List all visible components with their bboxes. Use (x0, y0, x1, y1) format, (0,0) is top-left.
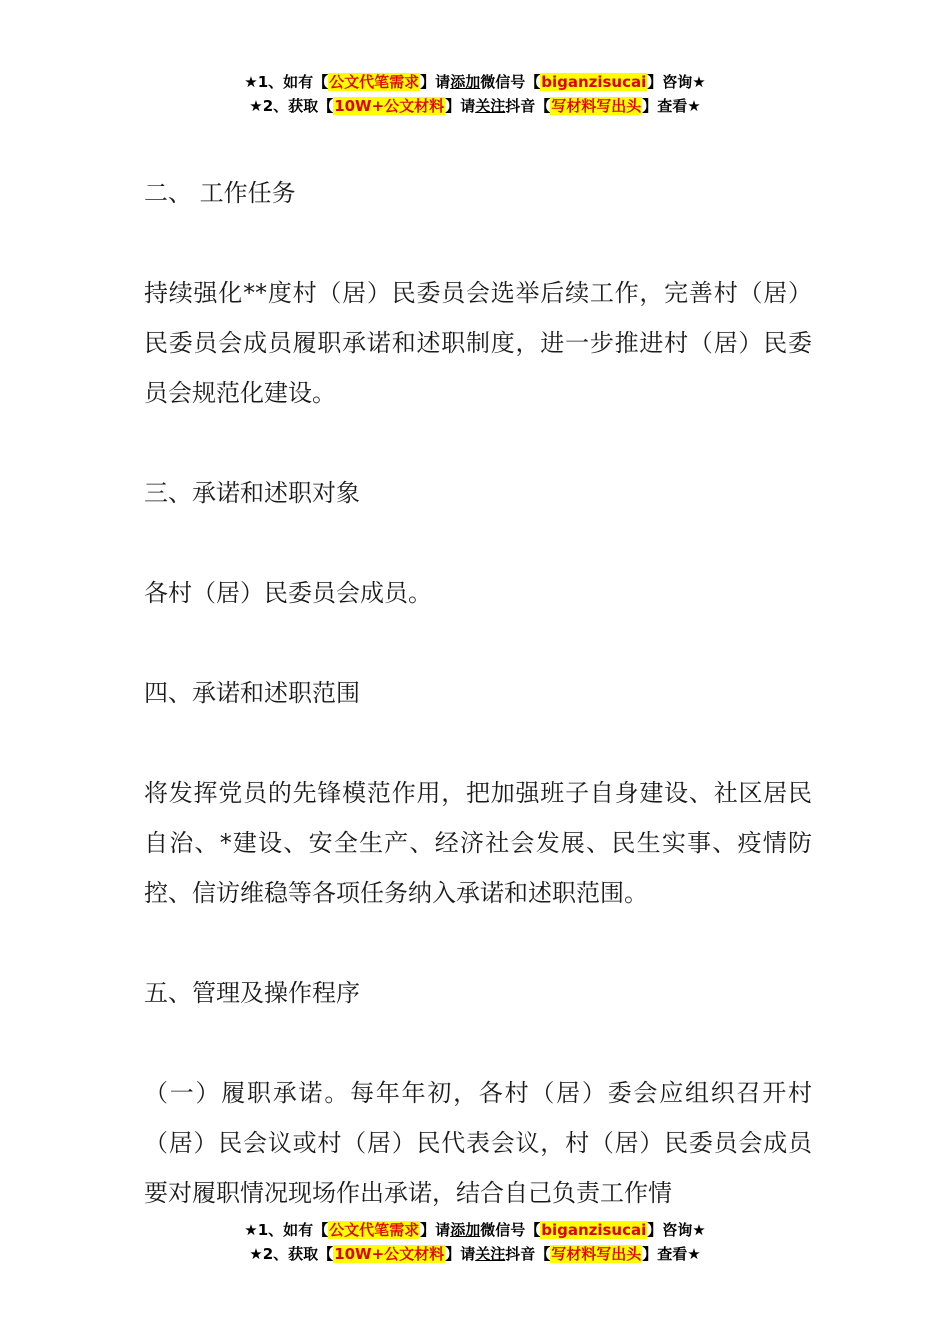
promo-text: 】咨询★ (647, 1221, 706, 1239)
paragraph-3: 各村（居）民委员会成员。 (144, 579, 432, 607)
promo-text: 抖音【 (505, 97, 551, 115)
footer-promo-line-2 (0, 1242, 950, 1266)
promo-underlined: 关注 (475, 97, 506, 115)
promo-text: 】查看★ (642, 1245, 701, 1263)
promo-text: 】请 (420, 1221, 451, 1239)
promo-highlight: 写材料写出头 (551, 97, 642, 115)
footer-promo-line-1 (0, 1218, 950, 1242)
section-heading-3: 三、承诺和述职对象 (144, 479, 360, 507)
promo-text: 微信号【 (480, 1221, 541, 1239)
document-body (144, 168, 812, 1218)
promo-text: 】请 (445, 97, 476, 115)
section-heading-5: 五、管理及操作程序 (144, 979, 360, 1007)
promo-text: 抖音【 (505, 1245, 551, 1263)
paragraph-4: 将发挥党员的先锋模范作用，把加强班子自身建设、社区居民自治、*建设、安全生产、经济社会发展、民生实事、疫情防控、信访维稳等各项任务纳入承诺和述职范围。 (144, 779, 812, 907)
promo-highlight: biganzisucai (541, 1221, 647, 1239)
promo-text: ★1、如有【 (244, 1221, 329, 1239)
promo-highlight: 公文代笔需求 (329, 73, 420, 91)
promo-highlight: biganzisucai (541, 73, 647, 91)
promo-text: 】请 (445, 1245, 476, 1263)
header-promo-banner (0, 70, 950, 118)
promo-highlight: 10W+公文材料 (334, 1245, 445, 1263)
promo-highlight: 10W+公文材料 (334, 97, 445, 115)
promo-text: 】查看★ (642, 97, 701, 115)
section-heading-2: 二、 工作任务 (144, 179, 296, 207)
promo-text: ★2、获取【 (249, 1245, 334, 1263)
promo-highlight: 写材料写出头 (551, 1245, 642, 1263)
promo-underlined: 添加 (450, 73, 481, 91)
paragraph-2: 持续强化**度村（居）民委员会选举后续工作，完善村（居）民委员会成员履职承诺和述职制度，进一步推进村（居）民委员会规范化建设。 (144, 279, 812, 407)
promo-text: 】咨询★ (647, 73, 706, 91)
promo-underlined: 关注 (475, 1245, 506, 1263)
promo-text: ★2、获取【 (249, 97, 334, 115)
promo-text: 微信号【 (480, 73, 541, 91)
promo-text: ★1、如有【 (244, 73, 329, 91)
promo-text: 】请 (420, 73, 451, 91)
header-promo-line-1 (0, 70, 950, 94)
promo-underlined: 添加 (450, 1221, 481, 1239)
header-promo-line-2 (0, 94, 950, 118)
promo-highlight: 公文代笔需求 (329, 1221, 420, 1239)
footer-promo-banner (0, 1218, 950, 1266)
paragraph-5: （一）履职承诺。每年年初，各村（居）委会应组织召开村（居）民会议或村（居）民代表会议，村（居）民委员会成员要对履职情况现场作出承诺，结合自己负责工作情 (144, 1079, 812, 1207)
section-heading-4: 四、承诺和述职范围 (144, 679, 360, 707)
